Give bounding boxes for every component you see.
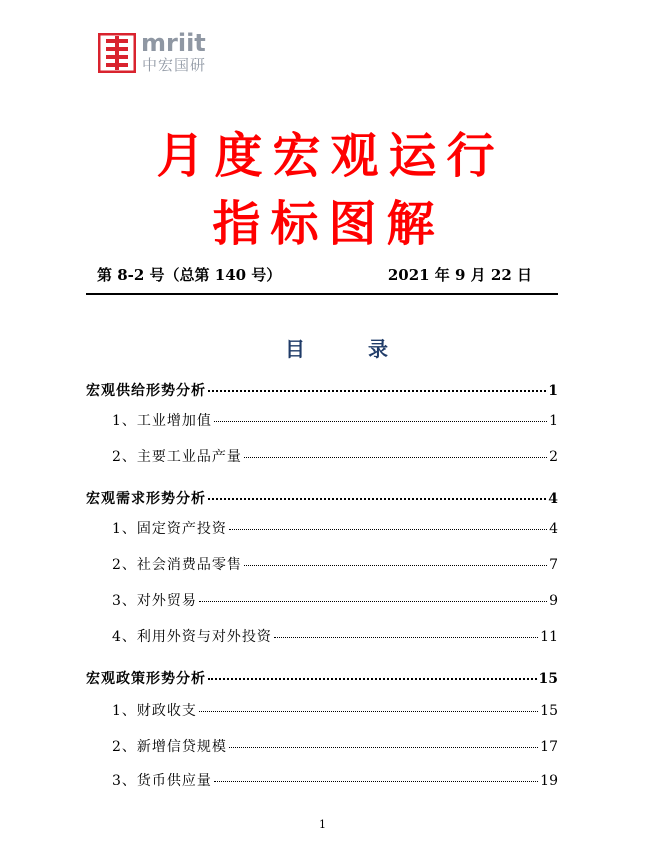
toc-entry-label: 宏观政策形势分析 <box>86 671 206 687</box>
toc-entry-page: 17 <box>540 739 558 755</box>
toc-item-entry[interactable] <box>112 518 558 538</box>
toc-dot-leader <box>208 390 546 392</box>
toc-entry-page: 9 <box>549 593 558 609</box>
toc-entry-label: 1、财政收支 <box>112 703 197 719</box>
toc-dot-leader <box>199 601 547 602</box>
toc-dot-leader <box>244 565 547 566</box>
issue-number: 第 8-2 号（总第 140 号） <box>97 266 282 284</box>
toc-dot-leader <box>199 711 538 712</box>
toc-item-entry[interactable] <box>112 590 558 610</box>
toc-entry-page: 1 <box>548 383 558 399</box>
toc-dot-leader <box>208 498 546 500</box>
logo-text-en: mriit <box>141 29 206 57</box>
toc-item-entry[interactable] <box>112 626 558 646</box>
logo-mark-icon <box>98 33 136 73</box>
toc-dot-leader <box>274 637 538 638</box>
toc-item-entry[interactable] <box>112 554 558 574</box>
toc-entry-page: 15 <box>538 671 558 687</box>
toc-entry-label: 宏观需求形势分析 <box>86 491 206 507</box>
toc-entry-label: 2、主要工业品产量 <box>112 449 242 465</box>
toc-section-entry[interactable] <box>86 668 558 688</box>
logo-text-cn: 中宏国研 <box>142 56 207 74</box>
toc-entry-page: 1 <box>549 413 558 429</box>
toc-heading: 目 录 <box>285 337 416 361</box>
toc-entry-label: 2、社会消费品零售 <box>112 557 242 573</box>
toc-item-entry[interactable] <box>112 700 558 720</box>
toc-dot-leader <box>214 421 547 422</box>
toc-entry-label: 1、固定资产投资 <box>112 521 227 537</box>
toc-dot-leader <box>229 747 538 748</box>
toc-entry-page: 19 <box>540 773 558 789</box>
report-title-line2: 指标图解 <box>212 196 445 252</box>
header-rule <box>86 293 558 295</box>
toc-dot-leader <box>214 781 538 782</box>
toc-dot-leader <box>244 457 547 458</box>
toc-entry-page: 11 <box>540 629 558 645</box>
toc-item-entry[interactable] <box>112 410 558 430</box>
report-title-line1: 月度宏观运行 <box>156 128 505 184</box>
toc-entry-label: 3、货币供应量 <box>112 773 212 789</box>
toc-item-entry[interactable] <box>112 736 558 756</box>
logo <box>98 30 208 76</box>
toc-entry-label: 宏观供给形势分析 <box>86 383 206 399</box>
toc-entry-label: 3、对外贸易 <box>112 593 197 609</box>
toc-item-entry[interactable] <box>112 770 558 790</box>
toc-entry-page: 4 <box>549 521 558 537</box>
toc-entry-page: 15 <box>540 703 558 719</box>
toc-entry-page: 4 <box>548 491 558 507</box>
issue-date: 2021 年 9 月 22 日 <box>387 266 532 284</box>
toc-entry-label: 1、工业增加值 <box>112 413 212 429</box>
page-number: 1 <box>319 818 326 831</box>
toc-section-entry[interactable] <box>86 488 558 508</box>
toc-entry-page: 2 <box>549 449 558 465</box>
toc-dot-leader <box>229 529 547 530</box>
toc-entry-label: 2、新增信贷规模 <box>112 739 227 755</box>
toc-item-entry[interactable] <box>112 446 558 466</box>
toc-dot-leader <box>208 678 537 680</box>
toc-entry-page: 7 <box>549 557 558 573</box>
toc-section-entry[interactable] <box>86 380 558 400</box>
toc-entry-label: 4、利用外资与对外投资 <box>112 629 272 645</box>
